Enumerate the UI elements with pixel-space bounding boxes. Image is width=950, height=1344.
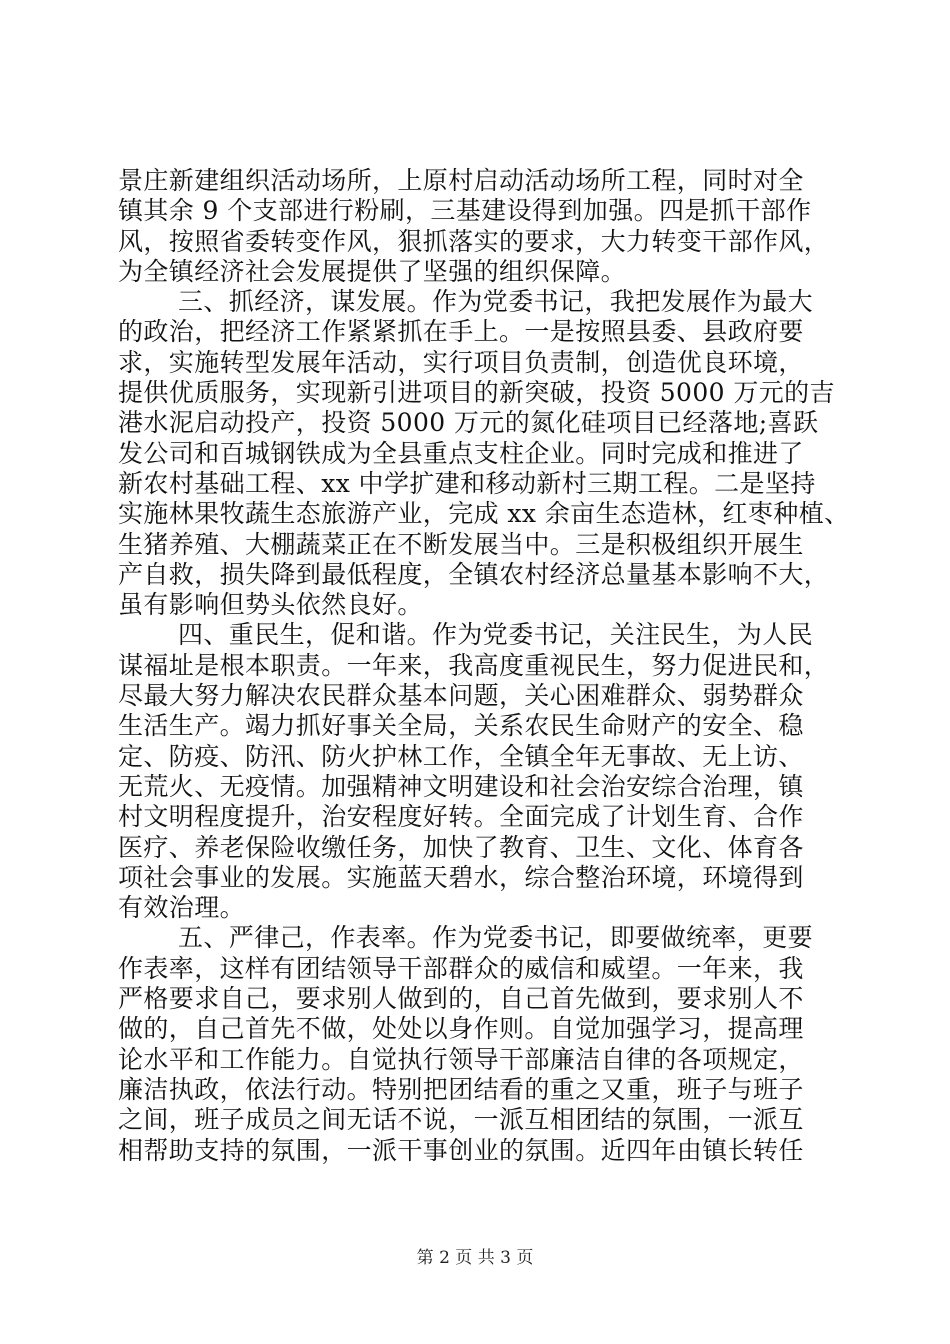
text-line: 发公司和百城钢铁成为全县重点支柱企业。同时完成和推进了: [118, 438, 804, 468]
text-line: 严格要求自己，要求别人做到的，自己首先做到，要求别人不: [118, 984, 804, 1014]
text-line: 虽有影响但势头依然良好。: [118, 590, 423, 620]
text-line: 产自救，损失降到最低程度，全镇农村经济总量基本影响不大，: [118, 559, 830, 589]
text-line: 提供优质服务，实现新引进项目的新突破，投资 5000 万元的吉: [118, 378, 835, 408]
text-line: 之间，班子成员之间无话不说，一派互相团结的氛围，一派互: [118, 1105, 804, 1135]
text-line: 有效治理。: [118, 893, 246, 923]
paragraph-start-line: 三、抓经济，谋发展。作为党委书记，我把发展作为最大: [178, 287, 814, 317]
page-footer: 第 2 页 共 3 页: [416, 1248, 534, 1268]
text-line: 廉洁执政，依法行动。特别把团结看的重之又重，班子与班子: [118, 1074, 804, 1104]
paragraph-start-line: 四、重民生，促和谐。作为党委书记，关注民生，为人民: [178, 620, 814, 650]
text-line: 谋福址是根本职责。一年来，我高度重视民生，努力促进民和，: [118, 650, 830, 680]
text-line: 医疗、养老保险收缴任务，加快了教育、卫生、文化、体育各: [118, 832, 804, 862]
text-line: 新农村基础工程、xx 中学扩建和移动新村三期工程。二是坚持: [118, 468, 816, 498]
text-line: 相帮助支持的氛围，一派干事创业的氛围。近四年由镇长转任: [118, 1135, 804, 1165]
text-line: 的政治，把经济工作紧紧抓在手上。一是按照县委、县政府要: [118, 317, 804, 347]
text-line: 无荒火、无疫情。加强精神文明建设和社会治安综合治理，镇: [118, 771, 804, 801]
text-line: 定、防疫、防汛、防火护林工作，全镇全年无事故、无上访、: [118, 741, 804, 771]
text-line: 村文明程度提升，治安程度好转。全面完成了计划生育、合作: [118, 802, 804, 832]
text-line: 生活生产。竭力抓好事关全局，关系农民生命财产的安全、稳: [118, 711, 804, 741]
text-line: 风，按照省委转变作风，狠抓落实的要求，大力转变干部作风，: [118, 226, 830, 256]
text-line: 尽最大努力解决农民群众基本问题，关心困难群众、弱势群众: [118, 681, 804, 711]
text-line: 求，实施转型发展年活动，实行项目负责制，创造优良环境，: [118, 347, 804, 377]
text-line: 景庄新建组织活动场所，上原村启动活动场所工程，同时对全: [118, 166, 804, 195]
paragraph-start-line: 五、严律己，作表率。作为党委书记，即要做统率，更要: [178, 923, 814, 953]
text-line: 项社会事业的发展。实施蓝天碧水，综合整治环境，环境得到: [118, 862, 804, 892]
text-line: 作表率，这样有团结领导干部群众的威信和威望。一年来，我: [118, 953, 804, 983]
text-line: 为全镇经济社会发展提供了坚强的组织保障。: [118, 256, 627, 286]
text-line: 做的，自己首先不做，处处以身作则。自觉加强学习，提高理: [118, 1014, 804, 1044]
text-line: 港水泥启动投产，投资 5000 万元的氮化硅项目已经落地;喜跃: [118, 408, 819, 438]
text-line: 生猪养殖、大棚蔬菜正在不断发展当中。三是积极组织开展生: [118, 529, 804, 559]
document-body: [118, 166, 850, 1166]
text-line: 镇其余 9 个支部进行粉刷，三基建设得到加强。四是抓干部作: [118, 196, 812, 226]
text-line: 论水平和工作能力。自觉执行领导干部廉洁自律的各项规定，: [118, 1044, 804, 1074]
text-line: 实施林果牧蔬生态旅游产业，完成 xx 余亩生态造林，红枣种植、: [118, 499, 850, 529]
